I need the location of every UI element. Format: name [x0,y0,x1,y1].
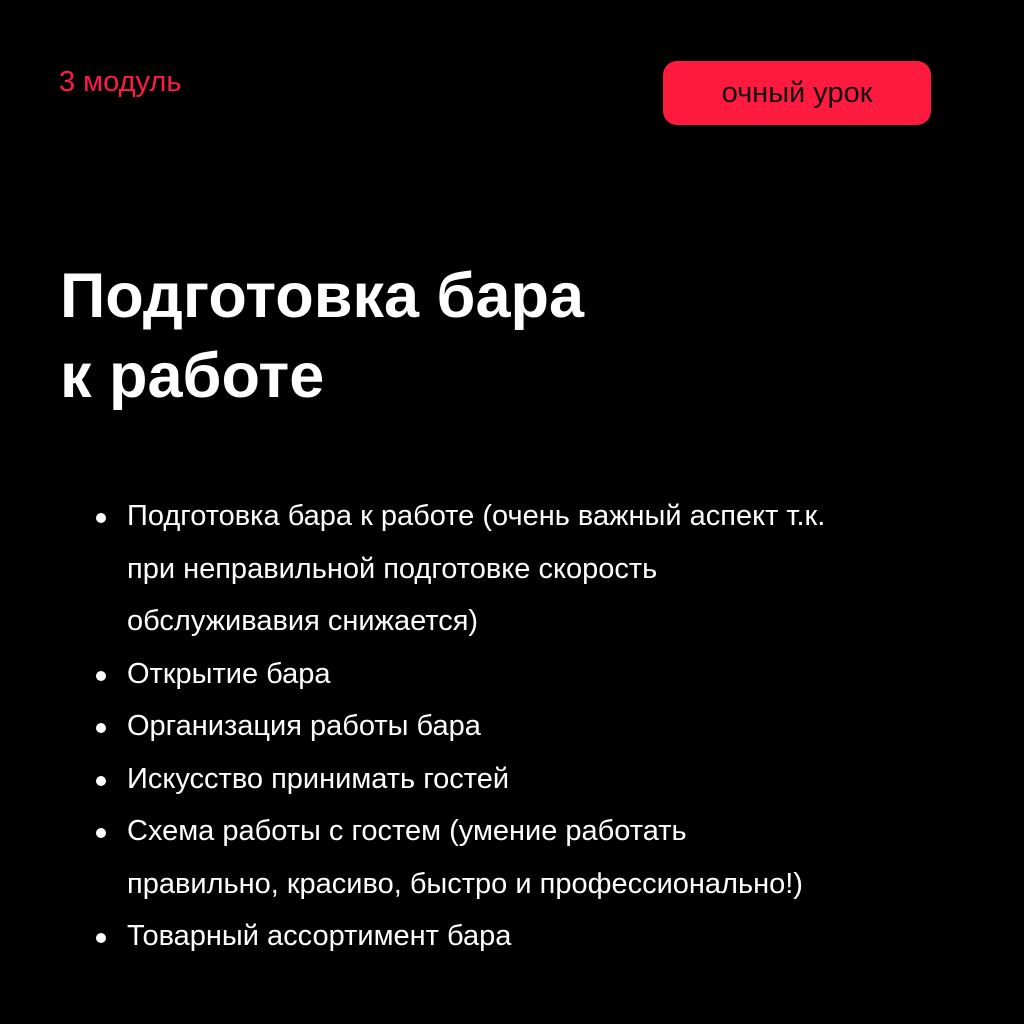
topics-list [96,490,825,963]
page-title [60,256,584,416]
list-item [96,805,825,910]
list-item [96,648,825,701]
list-item [96,753,825,806]
list-item-text: Подготовка бара к работе (очень важный аспект т.к. [127,500,826,532]
list-item-text: Товарный ассортимент бара [127,920,512,952]
module-label: 3 модуль [59,66,182,98]
list-item-text: Искусство принимать гостей [127,762,510,795]
lesson-type-badge: очный урок [663,61,931,125]
list-item-text: Открытие бара [127,657,331,690]
list-item-text: Схема работы с гостем (умение работать [127,815,687,847]
list-item-text: обслуживавия снижается) [127,605,479,637]
list-item [96,910,825,963]
list-item [96,700,825,753]
list-item [96,490,825,648]
list-item-text: Организация работы бара [127,710,481,742]
list-item-text: правильно, красиво, быстро и профессионально!) [127,867,803,900]
title-line: к работе [60,341,325,411]
title-line: Подготовка бара [60,261,585,331]
list-item-text: при неправильной подготовке скорость [127,552,658,585]
